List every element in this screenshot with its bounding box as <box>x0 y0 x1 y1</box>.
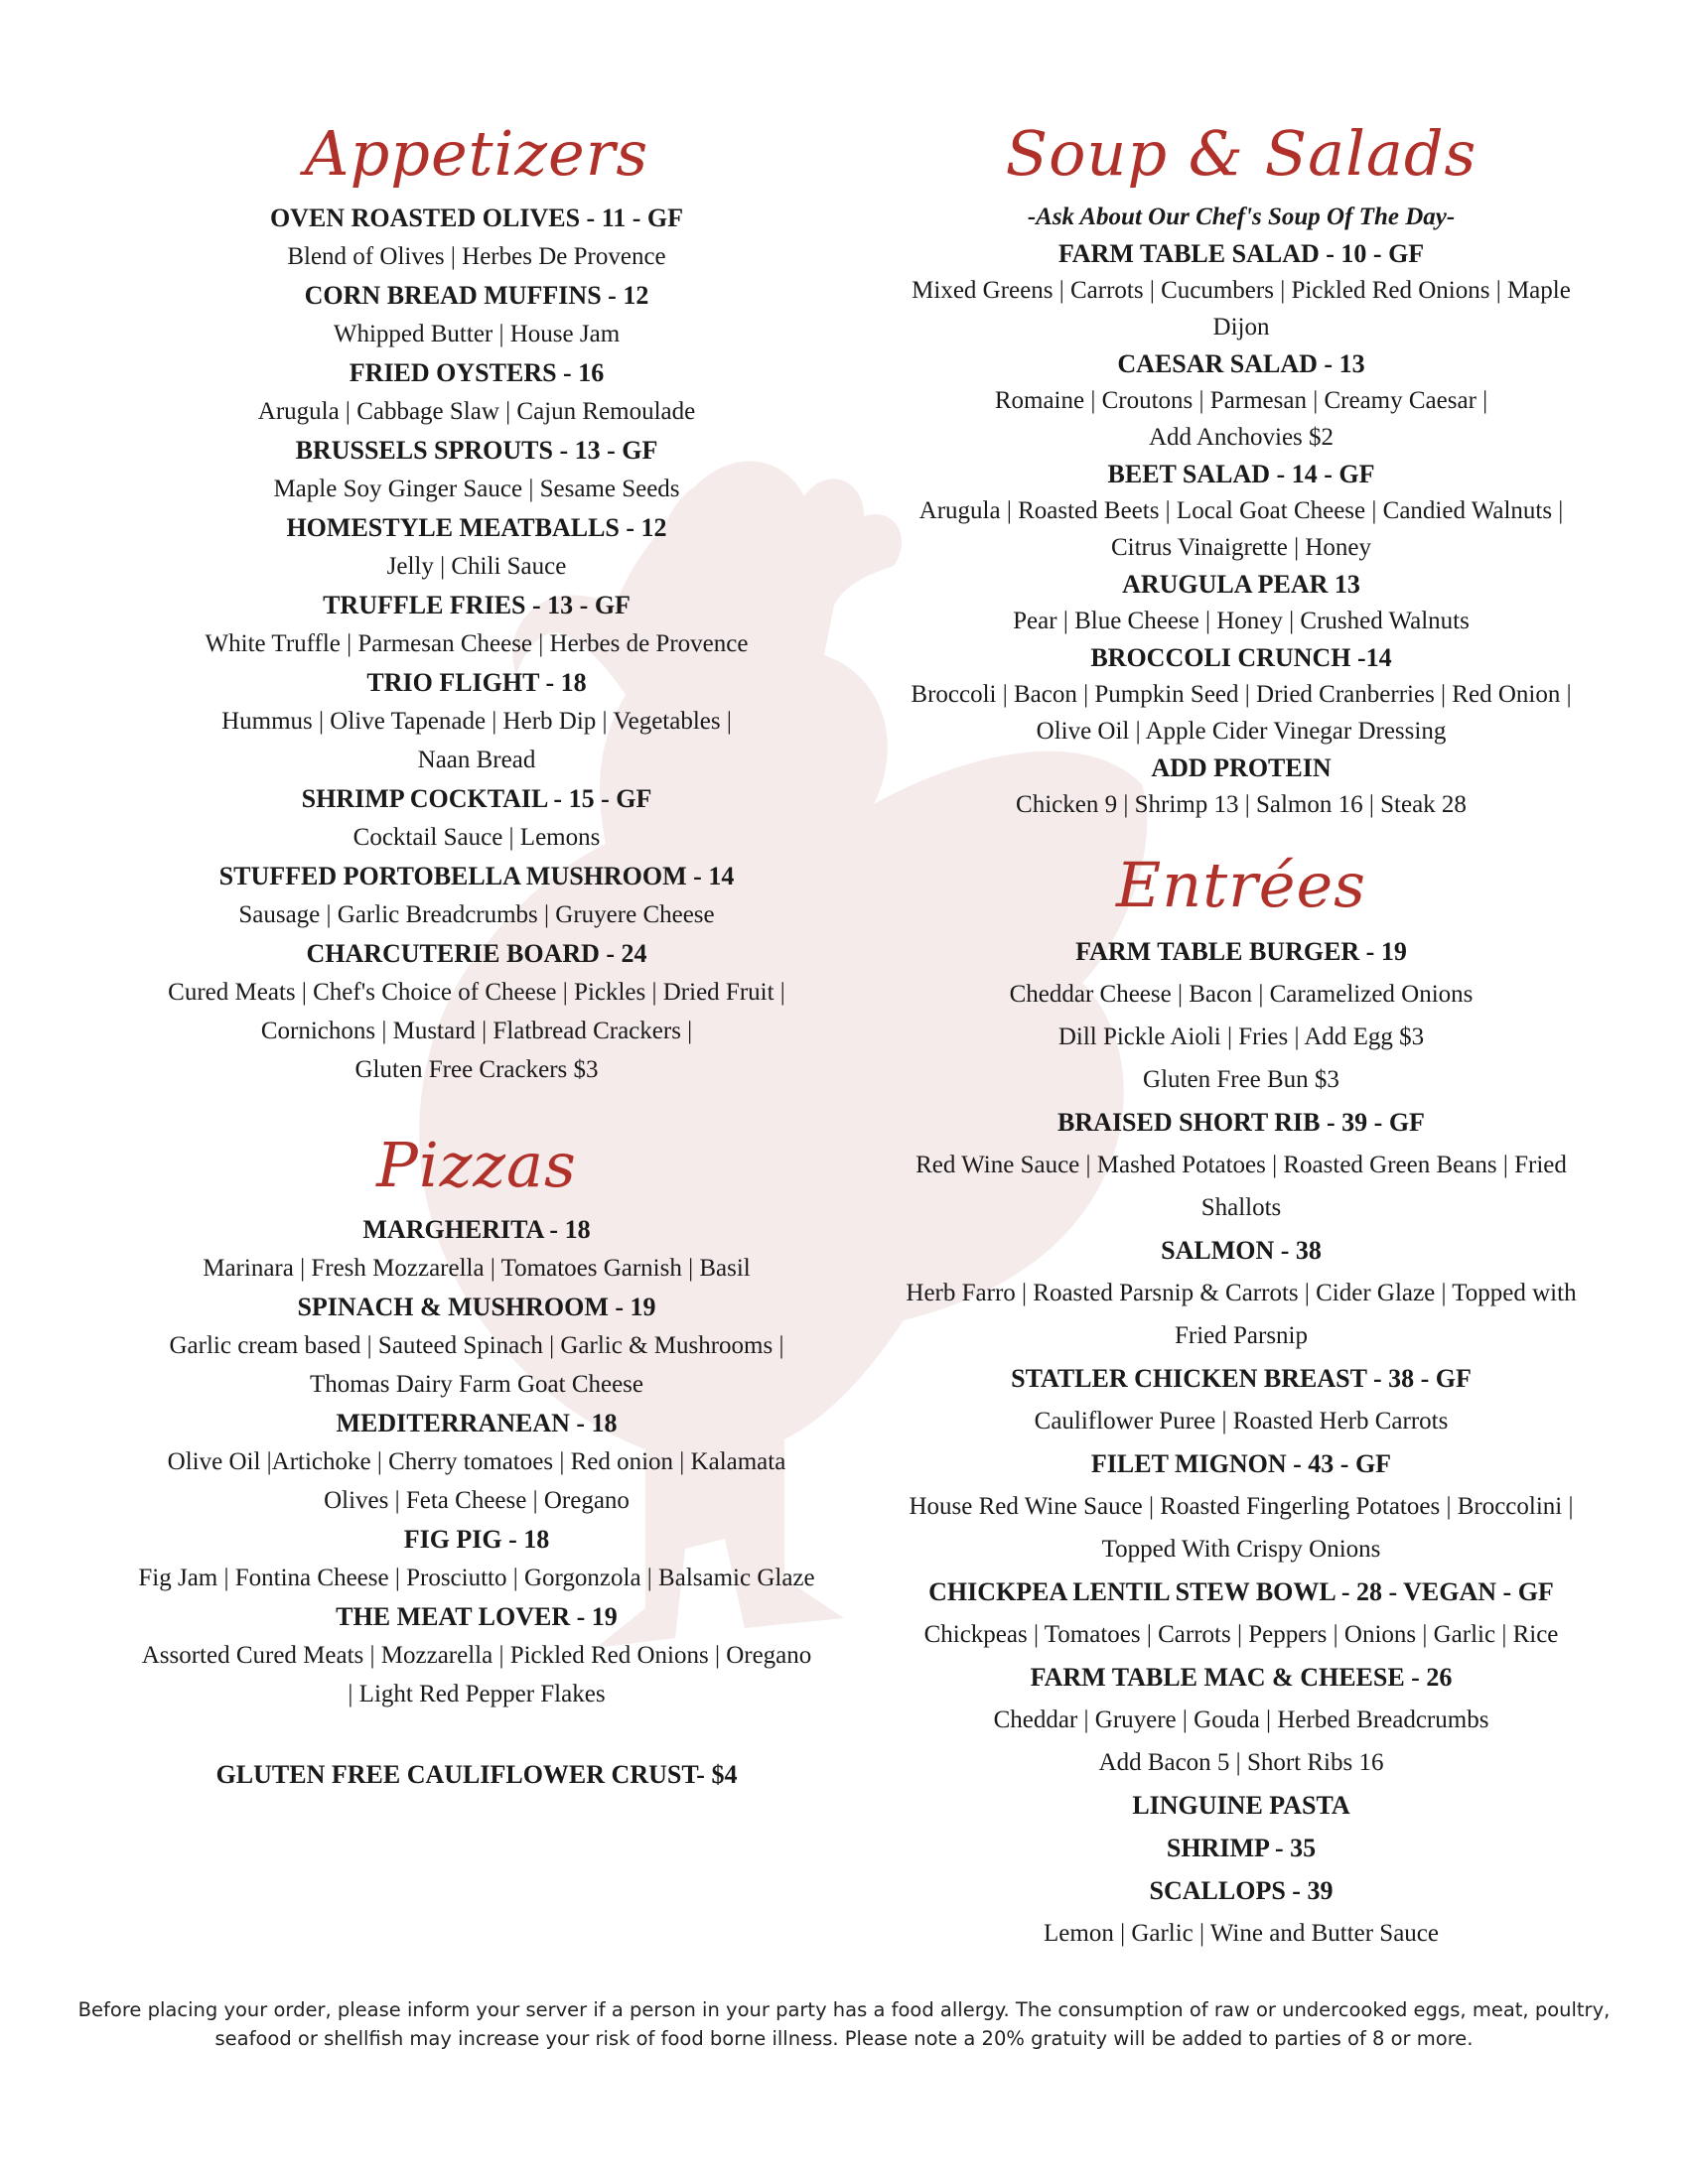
menu-item-description: Dill Pickle Aioli | Fries | Add Egg $3 <box>1057 1024 1425 1050</box>
menu-item-description: Chicken 9 | Shrimp 13 | Salmon 16 | Steak 28 <box>1016 791 1467 818</box>
gluten-free-crust-note: GLUTEN FREE CAULIFLOWER CRUST- $4 <box>215 1760 738 1789</box>
allergy-disclaimer <box>40 1995 1648 2053</box>
menu-item-description: Garlic cream based | Sauteed Spinach | Garlic & Mushrooms | <box>169 1332 784 1359</box>
menu-item-description: Olive Oil |Artichoke | Cherry tomatoes | Red onion | Kalamata <box>167 1448 786 1475</box>
menu-item-description: Gluten Free Bun $3 <box>1143 1066 1339 1093</box>
menu-item-description: White Truffle | Parmesan Cheese | Herbes de Provence <box>205 630 749 657</box>
disclaimer-line: seafood or shellfish may increase your risk of food borne illness. Please note a 20% gratuity will be added to parties of 8 or more. <box>214 2027 1474 2050</box>
menu-item-description: Whipped Butter | House Jam <box>333 321 621 347</box>
menu-item-name: FARM TABLE BURGER - 19 <box>1075 937 1407 966</box>
menu-item-description: Arugula | Cabbage Slaw | Cajun Remoulade <box>257 398 696 425</box>
menu-item-description: Red Wine Sauce | Mashed Potatoes | Roasted Green Beans | Fried <box>915 1152 1567 1178</box>
menu-item-name: MARGHERITA - 18 <box>362 1215 591 1244</box>
menu-item-description: Add Anchovies $2 <box>1148 424 1335 451</box>
menu-item-description: Olive Oil | Apple Cider Vinegar Dressing <box>1036 718 1447 745</box>
menu-item-description: Topped With Crispy Onions <box>1101 1536 1381 1563</box>
entrees-heading: Entrées <box>1116 849 1366 921</box>
menu-item-description: Add Bacon 5 | Short Ribs 16 <box>1098 1749 1384 1776</box>
menu-item-description: Cheddar Cheese | Bacon | Caramelized Onions <box>1009 981 1474 1008</box>
menu-item-name: TRIO FLIGHT - 18 <box>366 668 587 697</box>
menu-item-name: ARUGULA PEAR 13 <box>1122 570 1360 599</box>
menu-item-description: Hummus | Olive Tapenade | Herb Dip | Vegetables | <box>221 708 732 735</box>
appetizers-heading: Appetizers <box>304 117 649 190</box>
menu-item-name: BRUSSELS SPROUTS - 13 - GF <box>295 436 658 465</box>
menu-item-description: Sausage | Garlic Breadcrumbs | Gruyere Cheese <box>238 901 715 928</box>
menu-item-description: Marinara | Fresh Mozzarella | Tomatoes Garnish | Basil <box>203 1255 751 1282</box>
menu-item-name: BRAISED SHORT RIB - 39 - GF <box>1057 1108 1425 1137</box>
menu-item-name: MEDITERRANEAN - 18 <box>336 1409 618 1437</box>
menu-item-description: Dijon <box>1212 314 1270 341</box>
menu-item-name: FARM TABLE MAC & CHEESE - 26 <box>1030 1663 1453 1692</box>
menu-item-description: Pear | Blue Cheese | Honey | Crushed Walnuts <box>1013 608 1470 634</box>
menu-item-name: STATLER CHICKEN BREAST - 38 - GF <box>1011 1364 1472 1393</box>
left-column <box>94 109 859 1794</box>
menu-item-description: Fried Parsnip <box>1174 1322 1309 1349</box>
menu-item-name: THE MEAT LOVER - 19 <box>336 1602 618 1631</box>
menu-item-description: Fig Jam | Fontina Cheese | Prosciutto | Gorgonzola | Balsamic Glaze <box>138 1565 815 1591</box>
menu-item-description: Assorted Cured Meats | Mozzarella | Pickled Red Onions | Oregano <box>141 1642 812 1669</box>
soup-salads-heading: Soup & Salads <box>1005 117 1477 190</box>
disclaimer-line: Before placing your order, please inform your server if a person in your party has a food allergy. The consumption of raw or undercooked eggs, meat, poultry, <box>77 1998 1611 2021</box>
appetizers-list <box>94 199 859 1089</box>
menu-item-name: FILET MIGNON - 43 - GF <box>1090 1449 1392 1478</box>
menu-item-description: Jelly | Chili Sauce <box>386 553 567 580</box>
menu-item-description: Shallots <box>1200 1194 1282 1221</box>
menu-item-name: OVEN ROASTED OLIVES - 11 - GF <box>269 204 684 232</box>
entrees-list <box>874 930 1609 1955</box>
soup-salads-list <box>874 235 1609 823</box>
pizzas-heading: Pizzas <box>376 1129 577 1201</box>
menu-item-name: SPINACH & MUSHROOM - 19 <box>297 1293 656 1321</box>
menu-item-description: Citrus Vinaigrette | Honey <box>1110 534 1372 561</box>
menu-item-description: Cured Meats | Chef's Choice of Cheese | Pickles | Dried Fruit | <box>168 979 785 1006</box>
menu-item-description: Gluten Free Crackers $3 <box>354 1056 599 1083</box>
menu-item-name: FARM TABLE SALAD - 10 - GF <box>1057 239 1425 268</box>
menu-item-name: SALMON - 38 <box>1161 1236 1322 1265</box>
menu-item-description: Maple Soy Ginger Sauce | Sesame Seeds <box>273 476 680 502</box>
menu-item-description: Romaine | Croutons | Parmesan | Creamy Caesar | <box>994 387 1488 414</box>
menu-item-description: Mixed Greens | Carrots | Cucumbers | Pickled Red Onions | Maple <box>912 277 1571 304</box>
menu-item-description: Chickpeas | Tomatoes | Carrots | Peppers | Onions | Garlic | Rice <box>923 1621 1559 1648</box>
menu-item-name: CHICKPEA LENTIL STEW BOWL - 28 - VEGAN - GF <box>928 1577 1554 1606</box>
soup-of-the-day-note: -Ask About Our Chef's Soup Of The Day- <box>1027 204 1456 230</box>
pizzas-list <box>94 1210 859 1713</box>
menu-item-name: LINGUINE PASTA <box>1132 1791 1350 1820</box>
menu-item-name: BEET SALAD - 14 - GF <box>1107 460 1375 488</box>
menu-item-name: SCALLOPS - 39 <box>1149 1876 1334 1905</box>
menu-item-description: Blend of Olives | Herbes De Provence <box>287 243 666 270</box>
menu-item-description: Cornichons | Mustard | Flatbread Crackers | <box>260 1018 693 1044</box>
menu-item-description: Cocktail Sauce | Lemons <box>352 824 601 851</box>
menu-item-name: FRIED OYSTERS - 16 <box>349 358 605 387</box>
right-column <box>874 109 1609 1955</box>
menu-item-description: Cheddar | Gruyere | Gouda | Herbed Breadcrumbs <box>993 1706 1489 1733</box>
menu-item-description: Olives | Feta Cheese | Oregano <box>324 1487 630 1514</box>
menu-item-name: FIG PIG - 18 <box>403 1525 550 1554</box>
menu-item-description: Arugula | Roasted Beets | Local Goat Cheese | Candied Walnuts | <box>918 497 1564 524</box>
menu-item-description: Naan Bread <box>417 747 536 773</box>
menu-item-name: STUFFED PORTOBELLA MUSHROOM - 14 <box>218 862 735 890</box>
menu-item-description: | Light Red Pepper Flakes <box>348 1681 606 1707</box>
menu-item-name: TRUFFLE FRIES - 13 - GF <box>323 591 631 619</box>
menu-item-name: SHRIMP COCKTAIL - 15 - GF <box>301 784 652 813</box>
menu-item-name: CORN BREAD MUFFINS - 12 <box>304 281 649 310</box>
menu-item-name: BROCCOLI CRUNCH -14 <box>1090 643 1392 672</box>
menu-item-description: Broccoli | Bacon | Pumpkin Seed | Dried Cranberries | Red Onion | <box>911 681 1572 708</box>
menu-item-description: Lemon | Garlic | Wine and Butter Sauce <box>1044 1920 1439 1947</box>
menu-item-description: House Red Wine Sauce | Roasted Fingerling Potatoes | Broccolini | <box>909 1493 1574 1520</box>
menu-item-name: SHRIMP - 35 <box>1166 1834 1317 1862</box>
menu-item-description: Thomas Dairy Farm Goat Cheese <box>309 1371 644 1398</box>
menu-item-name: CAESAR SALAD - 13 <box>1117 349 1365 378</box>
menu-item-name: ADD PROTEIN <box>1151 753 1332 782</box>
menu-item-name: CHARCUTERIE BOARD - 24 <box>306 939 647 968</box>
menu-item-description: Herb Farro | Roasted Parsnip & Carrots | Cider Glaze | Topped with <box>906 1280 1577 1306</box>
menu-item-name: HOMESTYLE MEATBALLS - 12 <box>286 513 667 542</box>
menu-item-description: Cauliflower Puree | Roasted Herb Carrots <box>1034 1408 1449 1434</box>
